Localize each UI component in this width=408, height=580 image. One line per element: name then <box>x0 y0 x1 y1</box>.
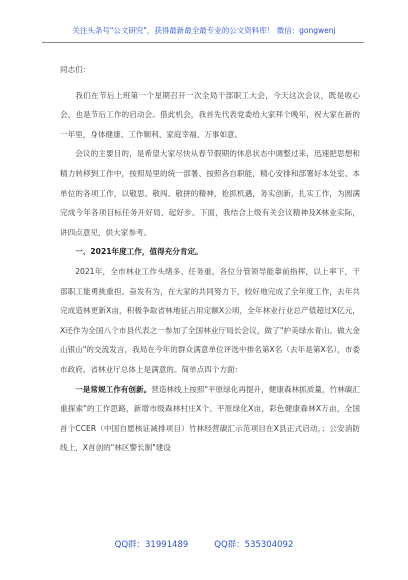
section-heading: 一、2021年度工作，值得充分肯定。 <box>75 247 203 257</box>
footer-qq-group-2: QQ群：535304092 <box>214 540 294 550</box>
paragraph-routine-work <box>60 380 360 458</box>
paragraph-opening: 我们在节后上班第一个星期召开一次全局干部职工大会，今天这次会议，既是收心会，也是节后工作的启动会。借此机会，我首先代表党委给大家拜个晚年，祝大家在新的一年里，身体健康、工作顺利、家庭幸福、万事如意。 <box>60 90 360 139</box>
paragraph-purpose: 会议的主要目的，是希望大家尽快从春节假期的休息状态中调整过来，迅速把思想和精力转移到工作中，按照局里的统一部署、按照各自职能，精心安排和部署好本处室、本单位的各项工作，以敬思、敬闯、敬拼的精神，抢抓机遇，务实创新，扎实工作，为圆满完成今年各项目标任务开好局、起好步。下面，我结合上级有关会议精神及X林业实际，讲四点意见，供大家参考。 <box>60 149 360 237</box>
paragraph-routine-work-text: 营造林线上按照"平原绿化再提升，健康森林抓质量，竹林碳汇重探索"的工作思路，新增市级森林村庄X个、平原绿化X亩，彩色健康森林X万亩，全国首个CCER（中国自愿核证减排项目）竹林经营碳汇示范项目在X县正式启动，；公安消防线上，X首创的"林区警长制"建设 <box>60 384 360 453</box>
footer <box>0 538 408 550</box>
document-body <box>60 60 360 458</box>
footer-qq-group-1: QQ群：31991489 <box>114 540 189 550</box>
bold-lead-text: 一是常规工作有创新。 <box>75 384 152 394</box>
salutation: 同志们： <box>60 65 91 74</box>
header-banner: 关注头条号"公文研究"，获得最新最全最专业的公文资料库！ 微信：gongwenj <box>72 26 336 35</box>
header-divider <box>42 42 364 43</box>
paragraph-review: 2021年，全市林业工作头绪多、任务重，各位分管领导能靠前指挥，以上率下，干部职工能勇挑重担、奋发有为，在大家的共同努力下，较好地完成了全年度工作，去年共完成造林更新X亩，积极争取省林地征占用定额X公顷，全年林业行业总产值超过X亿元，X还作为全国八个市县代表之一参加了全国林业厅局长会议，做了"护美绿水青山、做大金山银山"的交流发言，我局在今年的群众满意单位评选中排名第X名（去年是第X名），市委市政府、省林业厅总体上是满意的。简单点四个方面： <box>60 266 360 374</box>
